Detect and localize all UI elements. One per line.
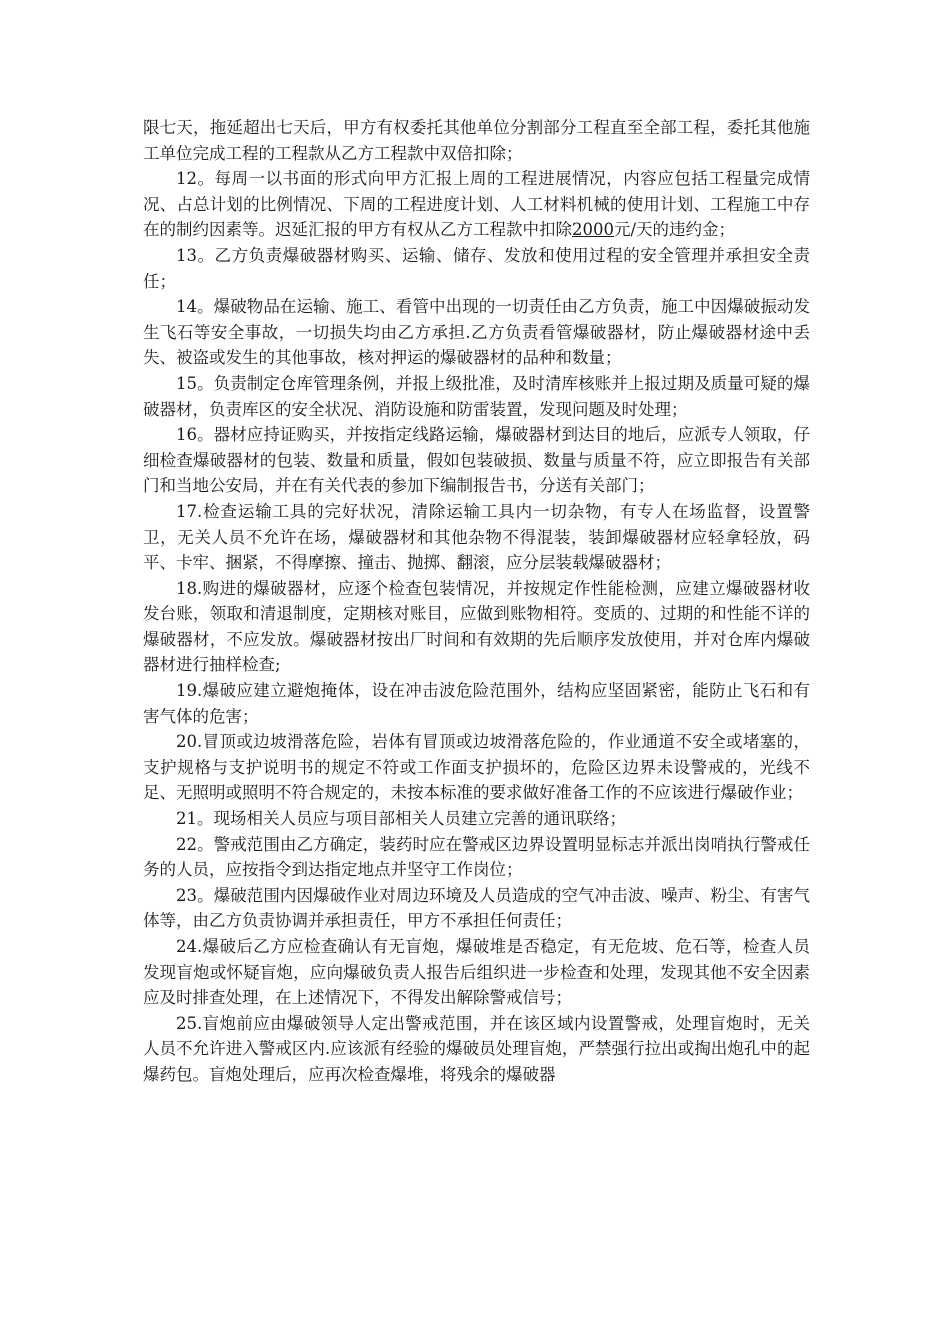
paragraph-13: 13。乙方负责爆破器材购买、运输、储存、发放和使用过程的安全管理并承担安全责任； bbox=[143, 245, 810, 291]
paragraph-15: 15。负责制定仓库管理条例，并报上级批准，及时清库核账并上报过期及质量可疑的爆破器材，负责库区的安全状况、消防设施和防雷装置，发现问题及时处理； bbox=[143, 373, 810, 419]
paragraph-19: 19.爆破应建立避炮掩体，设在冲击波危险范围外，结构应坚固紧密，能防止飞石和有害气体的危害； bbox=[143, 681, 810, 726]
paragraph-12 bbox=[143, 166, 810, 243]
paragraph-18: 18.购进的爆破器材，应逐个检查包装情况，并按规定作性能检测，应建立爆破器材收发台账，领取和清退制度，定期核对账目，应做到账物相符。变质的、过期的和性能不详的爆破器材，不应发放。爆破器材按出厂时间和有效期的先后顺序发放使用，并对仓库内爆破器材进行抽样检查; bbox=[143, 578, 810, 675]
paragraph-continuation: 限七天，拖延超出七天后，甲方有权委托其他单位分割部分工程直至全部工程，委托其他施工单位完成工程的工程款从乙方工程款中双倍扣除； bbox=[143, 118, 810, 163]
paragraph-24: 24.爆破后乙方应检查确认有无盲炮，爆破堆是否稳定，有无危坡、危石等，检查人员发现盲炮或怀疑盲炮，应向爆破负责人报告后组织进一步检查和处理，发现其他不安全因素应及时排查处理，在上述情况下，不得发出解除警戒信号； bbox=[143, 937, 810, 1008]
paragraph-17: 17.检查运输工具的完好状况，清除运输工具内一切杂物，有专人在场监督，设置警卫，无关人员不允许在场，爆破器材和其他杂物不得混装，装卸爆破器材应轻拿轻放，码平、卡牢、捆紧，不得摩擦、撞击、抛掷、翻滚，应分层装载爆破器材； bbox=[143, 501, 810, 573]
paragraph-16: 16。器材应持证购买，并按指定线路运输，爆破器材到达目的地后，应派专人领取，仔细检查爆破器材的包装、数量和质量，假如包装破损、数量与质量不符，应立即报告有关部门和当地公安局，并在有关代表的参加下编制报告书，分送有关部门； bbox=[143, 425, 810, 496]
paragraph-21: 21。现场相关人员应与项目部相关人员建立完善的通讯联络； bbox=[176, 809, 626, 829]
paragraph-20: 20.冒顶或边坡滑落危险，岩体有冒顶或边坡滑落危险的，作业通道不安全或堵塞的，支护规格与支护说明书的规定不符或工作面支护损坏的，危险区边界未设警戒的，光线不足、无照明或照明不符合规定的，未按本标准的要求做好准备工作的不应该进行爆破作业； bbox=[143, 732, 810, 803]
paragraph-12-text: 12。每周一以书面的形式向甲方汇报上周的工程进展情况，内容应包括工程量完成情况、占总计划的比例情况、下周的工程进度计划、人工材料机械的使用计划、工程施工中存在的制约因素等。迟延汇报的甲方有权从乙方工程款中扣除 bbox=[143, 169, 810, 240]
paragraph-14: 14。爆破物品在运输、施工、看管中出现的一切责任由乙方负责，施工中因爆破振动发生飞石等安全事故，一切损失均由乙方承担.乙方负责看管爆破器材，防止爆破器材途中丢失、被盗或发生的其他事故，核对押运的爆破器材的品种和数量； bbox=[143, 297, 810, 368]
paragraph-12-tail: 元/天的违约金； bbox=[614, 220, 736, 240]
paragraph-23: 23。爆破范围内因爆破作业对周边环境及人员造成的空气冲击波、噪声、粉尘、有害气体等，由乙方负责协调并承担责任，甲方不承担任何责任； bbox=[143, 885, 810, 931]
penalty-amount: 2000 bbox=[572, 220, 614, 240]
paragraph-22: 22。警戒范围由乙方确定，装药时应在警戒区边界设置明显标志并派出岗哨执行警戒任务的人员，应按指令到达指定地点并坚守工作岗位； bbox=[143, 834, 810, 880]
paragraph-25: 25.盲炮前应由爆破领导人定出警戒范围，并在该区域内设置警戒，处理盲炮时，无关人员不允许进入警戒区内.应该派有经验的爆破员处理盲炮，严禁强行拉出或掏出炮孔中的起爆药包。盲炮处理后，应再次检查爆堆，将残余的爆破器 bbox=[143, 1013, 810, 1084]
document-body bbox=[143, 115, 810, 1088]
